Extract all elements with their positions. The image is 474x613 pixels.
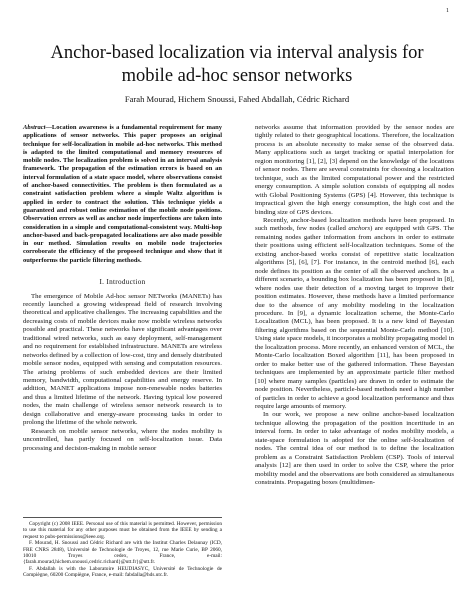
left-column xyxy=(23,124,222,453)
anchor-methods-text-end: ) are equipped with GPS. The remaining nodes gather information from anchors in order to estimate their positions using efficient self-localization techniques. Some of the existing anchor-based works consist of repetitive static localization algorithms [5], [6], [7]. For instance, in the centroid method [6], each node defines its position as the center of all the observed anchors. In a different scenario, a bounding box localization has been proposed in [8], where nodes use their detection of a moving target to improve their position estimates. However, these methods have a limited performance due to the absence of any mobility modeling in the localization procedure. In [9], a dynamic localization scheme, the Monte-Carlo Localization (MCL), has been proposed. It is a new kind of Bayesian filtering algorithms based on the sequential Monte-Carlo method [10]. Using state space models, it incorporates a mobility propagating model in the localization process. More recently, an enhanced version of MCL, the Monte-Carlo localization Boxed algorithm [11], has been proposed in order to make better use of the gathered information. These Bayesian techniques are implemented by an approximate particle filter method [10] where many samples (particles) are drawn in order to estimate the node position. Nevertheless, particle-based methods need a high number of particles in order to achieve a good localization performance and thus require large amounts of memory. xyxy=(255,225,454,410)
footnote-affiliation-2: F. Abdallah is with the Laboratoire HEUDIASYC, Université de Technologie de Compiègne, 60200 Compiègne, France, e-mail: fabdalla@hds.utc.fr. xyxy=(23,565,222,579)
intro-paragraph-2: Research on mobile sensor networks, where the nodes mobility is uncontrolled, has partly focused on self-localization issue. Data processing and decision-making in mobile sensor xyxy=(23,427,222,452)
footnotes xyxy=(23,517,222,579)
abstract xyxy=(23,124,222,265)
anchor-methods-text-start: Recently, anchor-based localization methods have been proposed. In such methods, few nodes (called xyxy=(255,216,454,233)
title-line-1: Anchor-based localization via interval analysis for xyxy=(50,43,424,63)
intro-paragraph-1: The emergence of Mobile Ad-hoc sensor NETworks (MANETs) has recently launched a growing widespread field of research involving theoretical and applicative challenges. The increasing capabilities and the decreasing costs of mobile devices make now mobile wireless networks possible and practical. These networks have significant advantages over traditional wired networks, such as easy deployment, self-management and no requirement for established infrastructure. MANETs are wireless networks defined by a collection of low-cost, tiny and densely distributed mobile sensor nodes, equipped with sensing and computation resources. The arising problems of such embedded devices are their limited memory, bandwidth, computational capabilities and energy reserve. In addition, MANET applications impose non-renewable nodes batteries and thus a limited lifetime of the network. Having typical low powered nodes, the main challenge of wireless sensor network research is to design collaborative and energy-aware processing tasks in order to prolong the lifetime of the whole network. xyxy=(23,292,222,427)
anchors-emphasis: anchors xyxy=(348,225,371,233)
footnote-affiliation-1: F. Mourad, H. Snoussi and Cédric Richard are with the Institut Charles Delaunay (ICD, FRE CNRS 2848), Université de Technologie de Troyes, 12, rue Marie Curie, BP 2060, 10010 Troyes cedex, France, e-mail: {farah.mourad,hichem.snoussi,cedric.richard}@utt.fr}@utt.fr. xyxy=(23,540,222,566)
body-paragraph-proposed-method: In our work, we propose a new online anchor-based localization technique allowing the propagation of the position incertitude in an interval form. In order to take advantage of nodes mobility models, a state-space formulation is adopted for the online self-localization of nodes. The central idea of our method is to define the localization problem as a Constraint Satisfaction Problem (CSP). Tools of interval analysis [12] are then used in order to solve the CSP, where the prior mobility model and the observations are both considered as simultaneous constraints. Propagating boxes (multidimen- xyxy=(255,411,454,487)
section-heading-introduction: I. Introduction xyxy=(99,278,146,287)
page-number: 1 xyxy=(446,8,449,14)
right-column xyxy=(255,124,454,487)
footnote-copyright: Copyright (c) 2008 IEEE. Personal use of this material is permitted. However, permission to use this material for any other purposes must be obtained from the IEEE by sending a request to pubs-permissions@ieee.org. xyxy=(23,521,222,540)
title-line-2: mobile ad-hoc sensor networks xyxy=(121,66,353,86)
body-paragraph-continued: networks assume that information provided by the sensor nodes are tightly related to their geographical locations. Therefore, the localization process is an absolute necessity to make sense of the observed data. Many applications such as target tracking or spatial interpolation for region monitoring [1], [2], [3] depend on the knowledge of the locations of sensor nodes. There are several constraints for choosing a localization technique, such as the limited computational power and the restricted energy consumption. A simple solution consists of equipping all nodes with Global Positioning Systems (GPS) [4]. However, this technique is impractical given the high energy consumption, the high cost and the binding size of GPS devices. xyxy=(255,124,454,216)
author-list: Farah Mourad, Hichem Snoussi, Fahed Abdallah, Cédric Richard xyxy=(124,94,350,104)
paper-title xyxy=(20,42,454,88)
body-paragraph-anchor-methods xyxy=(255,217,454,411)
abstract-label: Abstract xyxy=(23,124,46,131)
abstract-text: —Location awareness is a fundamental requirement for many applications of sensor networks. This paper proposes an original technique for self-localization in mobile ad-hoc networks. This method is adapted to the limited computational and memory resources of mobile nodes. The localization problem is solved in an interval analysis framework. The propagation of the estimation errors is based on an interval formulation of a state space model, where observations consist of anchor-based connectivities. The problem is then formulated as a constraint satisfaction problem where a simple Waltz algorithm is applied in order to contract the solution. This technique yields a guaranteed and robust online estimation of the mobile node positions. Observation errors as well as anchor node imperfections are taken into consideration in a simple and computational-consistent way. Multi-hop anchor-based and back-propagated localizations are also made possible in our method. Simulation results on mobile node trajectories corroborate the efficiency of the proposed technique and show that it outperforms the particle filtering methods. xyxy=(23,124,222,264)
